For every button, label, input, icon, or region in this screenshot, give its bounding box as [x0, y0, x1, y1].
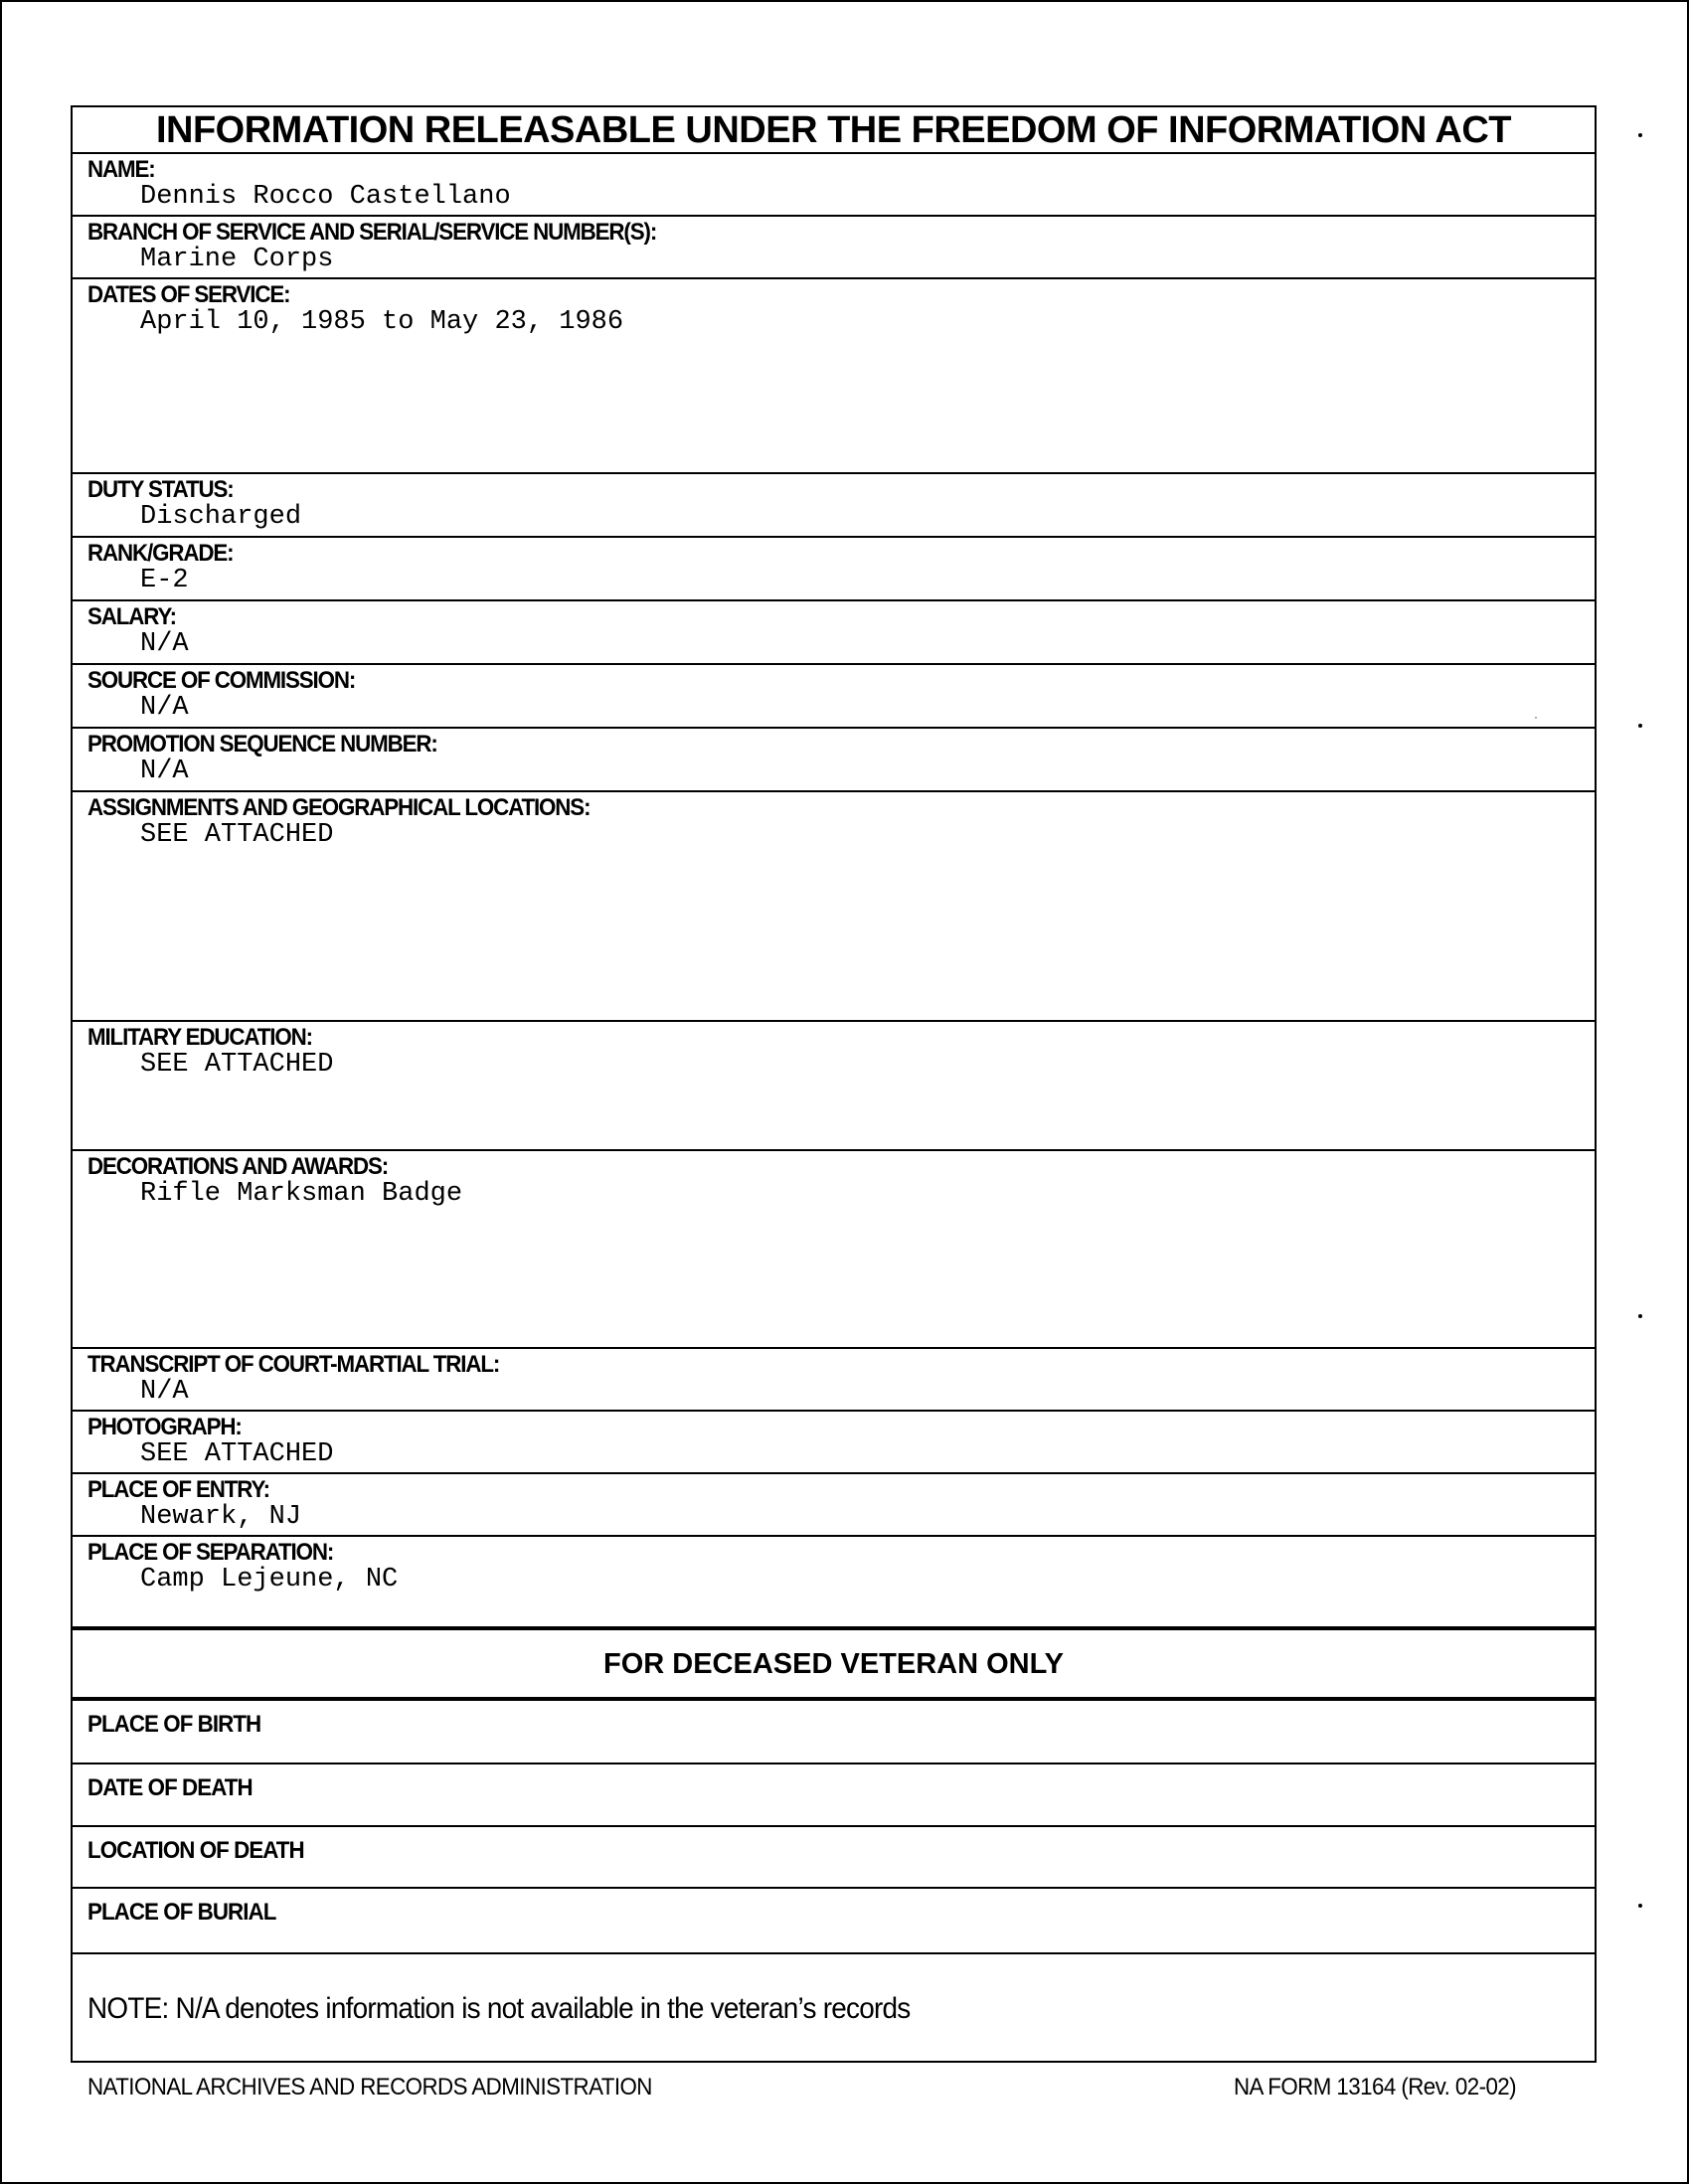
- field-value: N/A: [140, 1377, 189, 1407]
- field-salary: [73, 601, 1595, 665]
- field-place-of-birth: [73, 1701, 1595, 1764]
- field-value: Rifle Marksman Badge: [140, 1179, 463, 1209]
- field-military-education: [73, 1022, 1595, 1151]
- field-value: Dennis Rocco Castellano: [140, 182, 511, 212]
- field-place-of-burial: [73, 1889, 1595, 1954]
- field-label: LOCATION OF DEATH: [87, 1837, 304, 1864]
- field-photograph: [73, 1412, 1595, 1474]
- field-label: PROMOTION SEQUENCE NUMBER:: [87, 731, 437, 757]
- field-assignments: [73, 792, 1595, 1022]
- field-duty-status: [73, 474, 1595, 538]
- field-value: Newark, NJ: [140, 1502, 302, 1532]
- field-label: DECORATIONS AND AWARDS:: [87, 1153, 389, 1180]
- field-value: Camp Lejeune, NC: [140, 1565, 399, 1595]
- scan-speck: [1535, 717, 1537, 719]
- field-label: ASSIGNMENTS AND GEOGRAPHICAL LOCATIONS:: [87, 794, 591, 821]
- scan-speck: [1638, 1904, 1642, 1908]
- field-label: DATE OF DEATH: [87, 1774, 253, 1801]
- field-label: RANK/GRADE:: [87, 540, 234, 567]
- field-decorations: [73, 1151, 1595, 1349]
- field-value: SEE ATTACHED: [140, 1050, 334, 1080]
- deceased-section-header: [73, 1630, 1595, 1701]
- field-label: SALARY:: [87, 603, 176, 630]
- field-value: N/A: [140, 693, 189, 723]
- note-text: NOTE: N/A denotes information is not available in the veteran’s records: [87, 1992, 911, 2025]
- form-title: INFORMATION RELEASABLE UNDER THE FREEDOM OF INFORMATION ACT: [155, 109, 1512, 151]
- field-label: DATES OF SERVICE:: [87, 281, 290, 308]
- field-value: N/A: [140, 629, 189, 659]
- field-branch: [73, 217, 1595, 279]
- form-title-row: [73, 107, 1595, 154]
- field-location-of-death: [73, 1827, 1595, 1889]
- field-label: NAME:: [87, 156, 155, 183]
- field-value: April 10, 1985 to May 23, 1986: [140, 307, 624, 337]
- deceased-heading: FOR DECEASED VETERAN ONLY: [603, 1648, 1064, 1680]
- field-label: BRANCH OF SERVICE AND SERIAL/SERVICE NUMBER(S):: [87, 219, 657, 246]
- field-label: MILITARY EDUCATION:: [87, 1024, 312, 1051]
- footer-form-number: NA FORM 13164 (Rev. 02-02): [1234, 2074, 1517, 2100]
- scan-speck: [1638, 724, 1642, 728]
- scan-speck: [1638, 1314, 1642, 1318]
- field-value: Discharged: [140, 502, 302, 532]
- foia-form: [71, 105, 1597, 2063]
- field-label: TRANSCRIPT OF COURT-MARTIAL TRIAL:: [87, 1351, 500, 1378]
- field-dates-of-service: [73, 279, 1595, 474]
- field-label: SOURCE OF COMMISSION:: [87, 667, 356, 694]
- field-value: E-2: [140, 566, 189, 595]
- field-place-of-entry: [73, 1474, 1595, 1537]
- field-rank-grade: [73, 538, 1595, 601]
- note-row: [73, 1954, 1595, 2061]
- field-value: N/A: [140, 756, 189, 786]
- field-court-martial: [73, 1349, 1595, 1412]
- field-label: PLACE OF ENTRY:: [87, 1476, 269, 1503]
- field-label: PHOTOGRAPH:: [87, 1414, 242, 1440]
- footer-agency: NATIONAL ARCHIVES AND RECORDS ADMINISTRATION: [87, 2074, 652, 2100]
- field-date-of-death: [73, 1764, 1595, 1827]
- field-place-of-separation: [73, 1537, 1595, 1630]
- field-label: DUTY STATUS:: [87, 476, 234, 503]
- field-label: PLACE OF BIRTH: [87, 1711, 261, 1738]
- field-value: SEE ATTACHED: [140, 820, 334, 850]
- field-source-of-commission: [73, 665, 1595, 729]
- field-value: Marine Corps: [140, 245, 334, 274]
- scan-speck: [1638, 133, 1642, 137]
- field-label: PLACE OF SEPARATION:: [87, 1539, 334, 1566]
- field-promotion-sequence: [73, 729, 1595, 792]
- field-value: SEE ATTACHED: [140, 1439, 334, 1469]
- field-name: [73, 154, 1595, 217]
- field-label: PLACE OF BURIAL: [87, 1899, 276, 1926]
